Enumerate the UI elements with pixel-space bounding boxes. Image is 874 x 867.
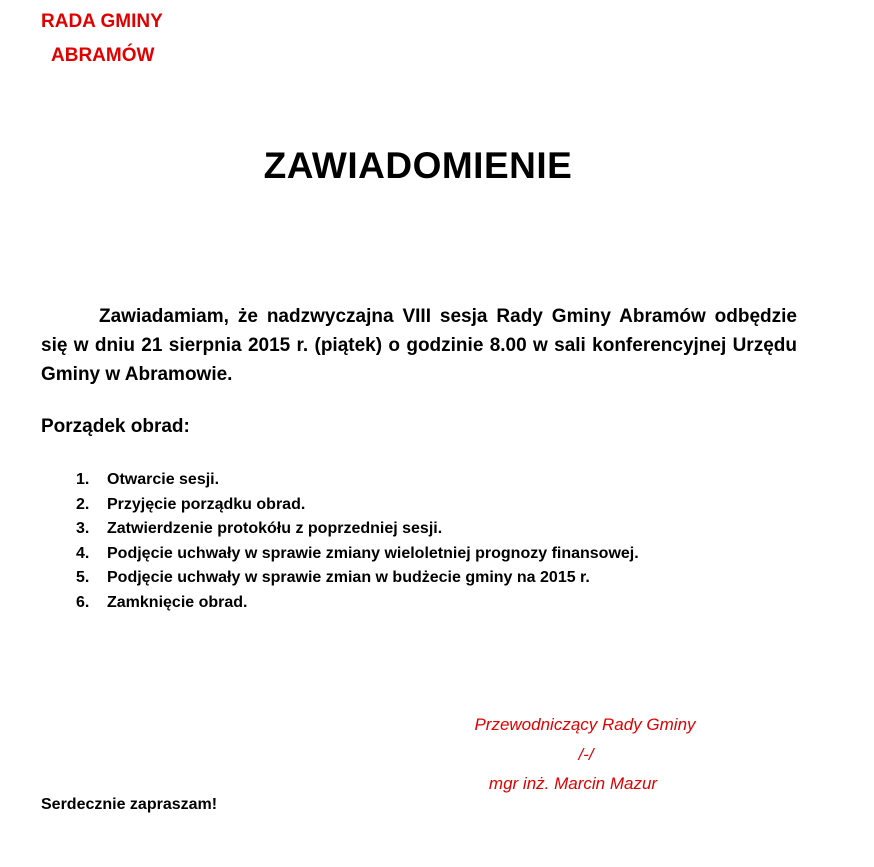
agenda-item (76, 542, 639, 567)
agenda-list (76, 468, 639, 615)
agenda-item (76, 517, 639, 542)
council-header-line1: RADA GMINY (41, 11, 163, 32)
agenda-item-number: 4. (76, 544, 90, 562)
agenda-item (76, 566, 639, 591)
agenda-item-number: 6. (76, 593, 90, 611)
agenda-item (76, 468, 639, 493)
council-header (41, 5, 181, 73)
agenda-heading: Porządek obrad: (41, 416, 190, 437)
closing-text: Serdecznie zapraszam! (41, 796, 218, 813)
document-title: ZAWIADOMIENIE (263, 145, 573, 186)
agenda-item-text: Zamknięcie obrad. (107, 593, 248, 611)
agenda-item-text: Zatwierdzenie protokółu z poprzedniej sesji. (107, 520, 443, 537)
agenda-item (76, 591, 639, 616)
agenda-item-number: 1. (76, 471, 90, 488)
agenda-item-text: Przyjęcie porządku obrad. (107, 495, 306, 513)
notice-paragraph: Zawiadamiam, że nadzwyczajna VIII sesja Rady Gminy Abramów odbędzie się w dniu 21 sierpnia 2015 r. (piątek) o godzinie 8.00 w sali konferencyjnej Urzędu Gminy w Abramowie. (41, 306, 797, 385)
signature-mark: /-/ (578, 745, 594, 764)
signature-block (440, 711, 730, 797)
signature-name: mgr inż. Marcin Mazur (488, 774, 658, 793)
agenda-item-number: 5. (76, 569, 90, 586)
agenda-item-text: Podjęcie uchwały w sprawie zmian w budżecie gminy na 2015 r. (107, 569, 590, 586)
agenda-item-number: 3. (76, 520, 90, 537)
agenda-item-number: 2. (76, 495, 90, 513)
agenda-item-text: Otwarcie sesji. (107, 471, 220, 488)
signature-title: Przewodniczący Rady Gminy (474, 715, 696, 734)
agenda-item (76, 493, 639, 518)
council-header-line2: ABRAMÓW (51, 45, 155, 66)
agenda-item-text: Podjęcie uchwały w sprawie zmiany wieloletniej prognozy finansowej. (107, 544, 639, 562)
